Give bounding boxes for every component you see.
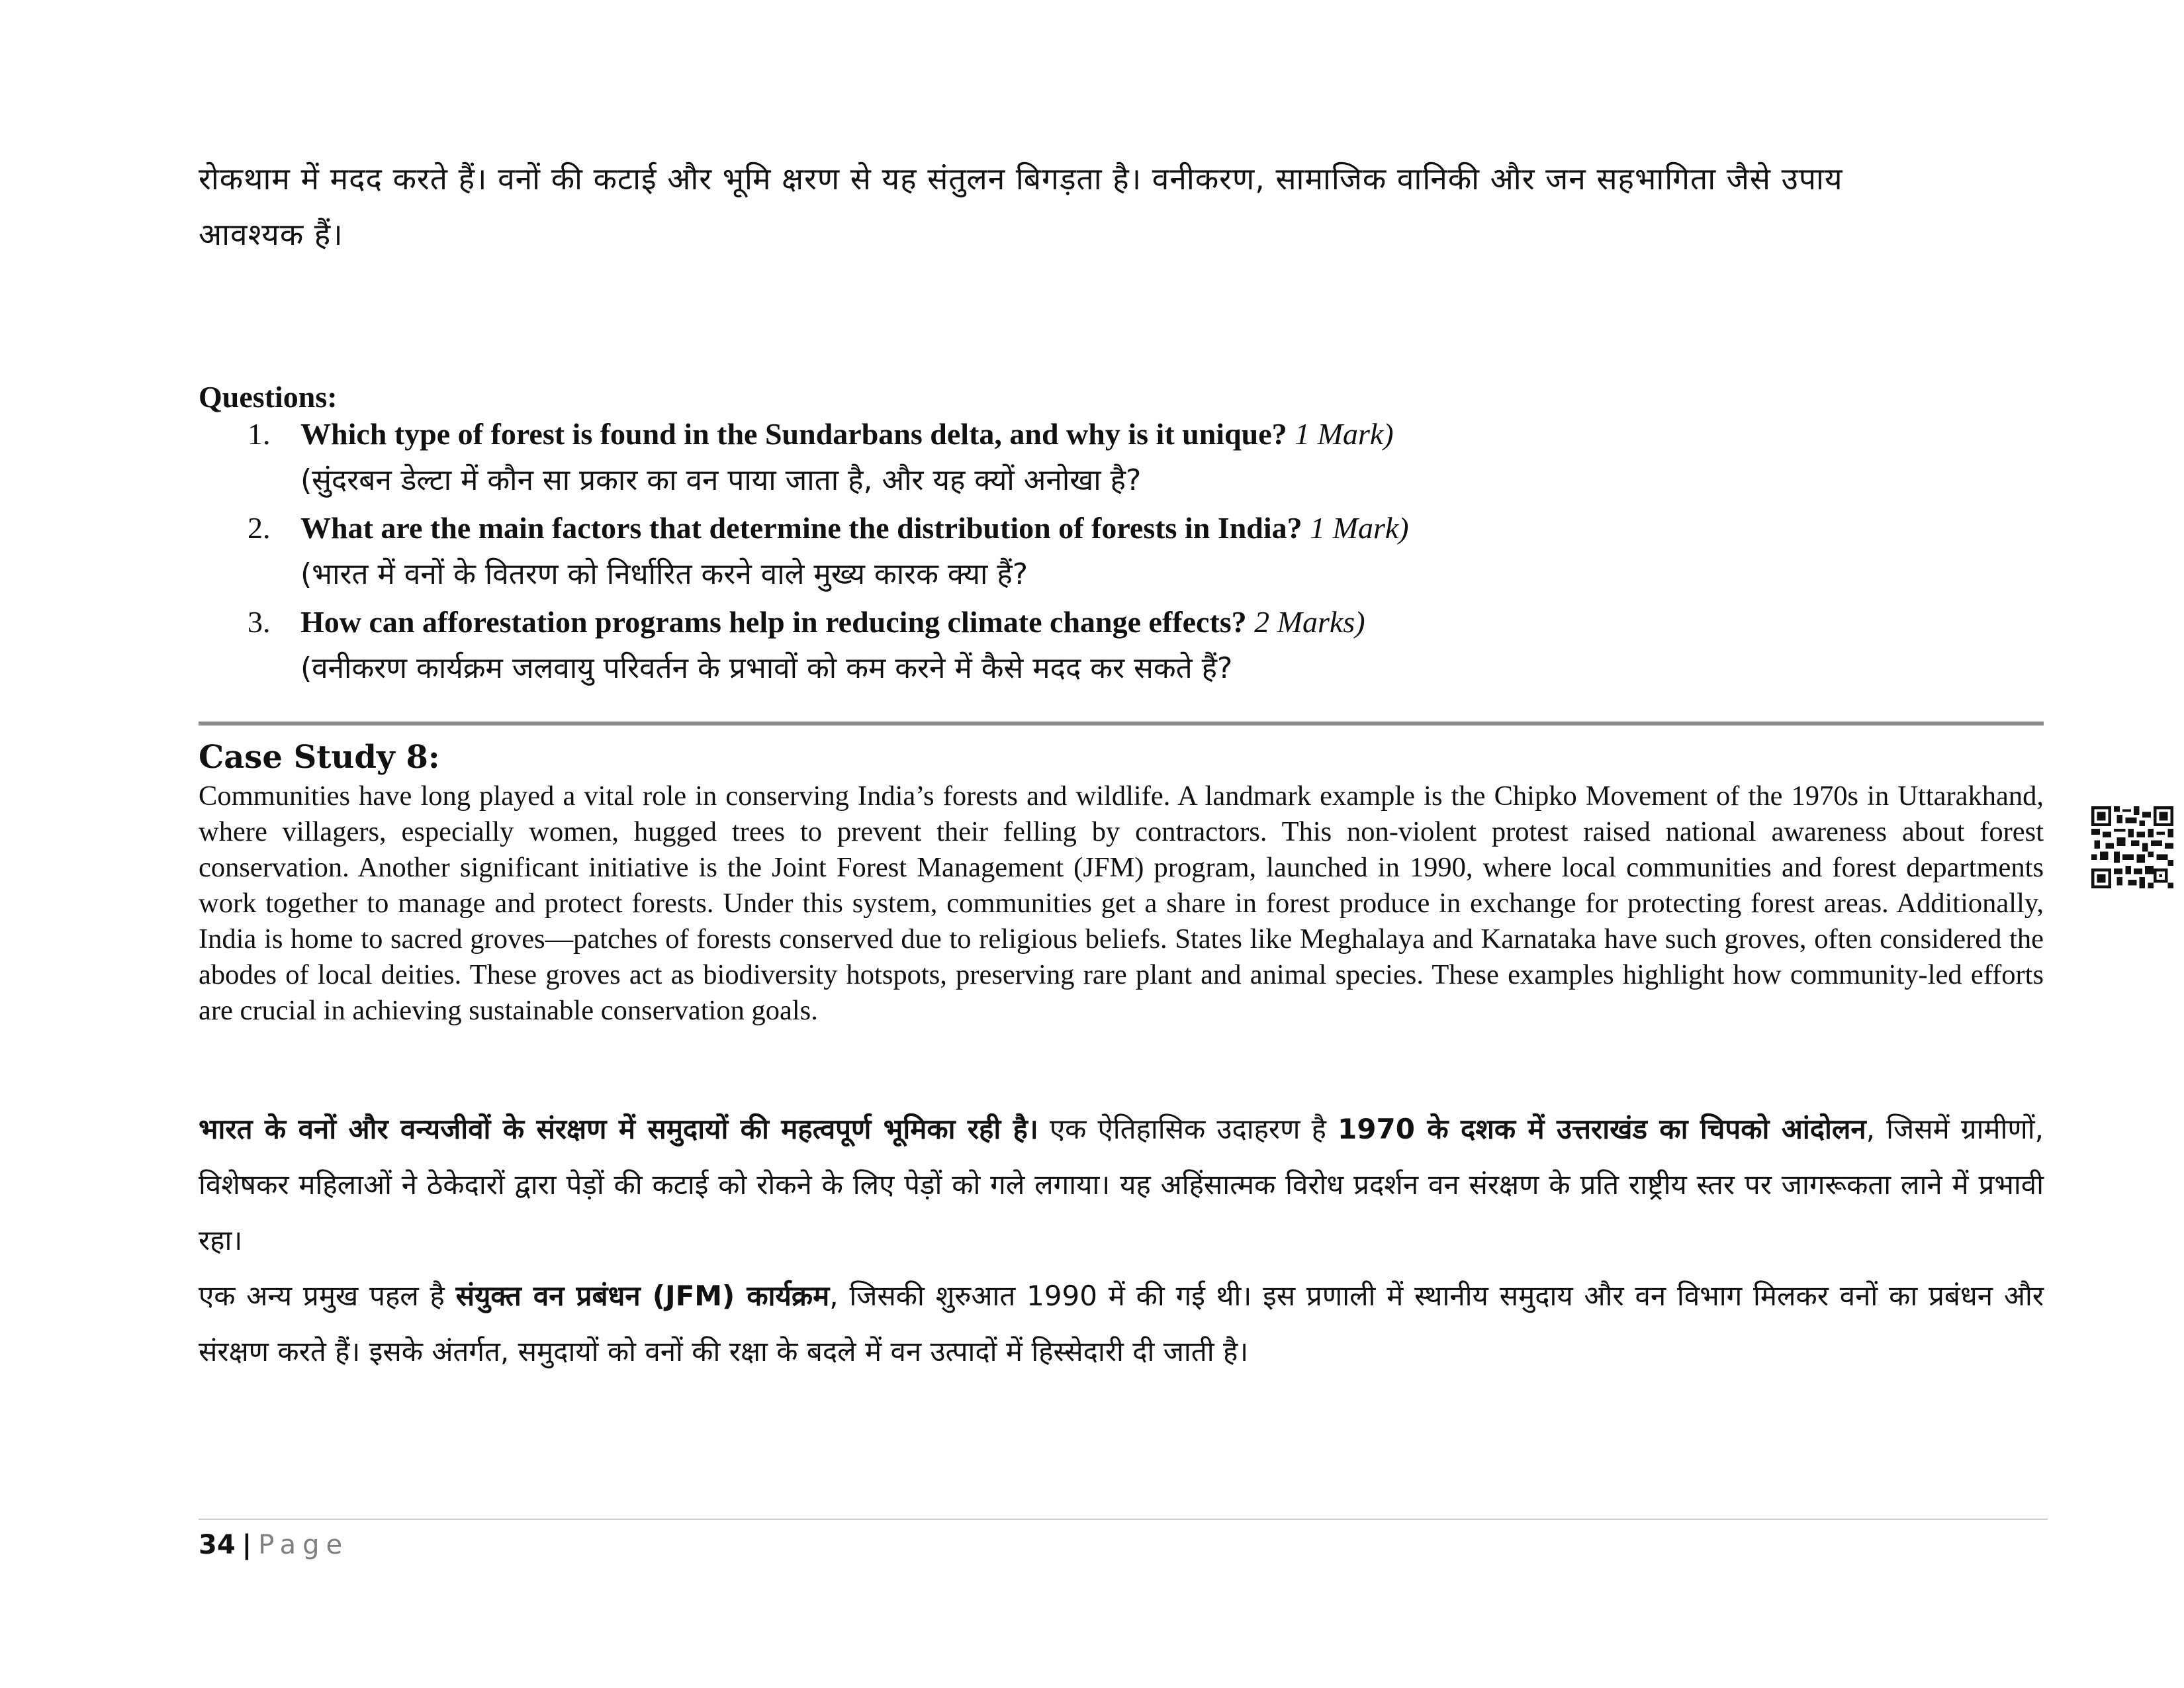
question-number: 1.	[248, 417, 271, 451]
question-hindi: (सुंदरबन डेल्टा में कौन सा प्रकार का वन पाया जाता है, और यह क्यों अनोखा है?	[300, 463, 1142, 497]
question-marks: 1 Mark)	[1310, 511, 1409, 545]
hindi-text: एक ऐतिहासिक उदाहरण है	[1038, 1113, 1338, 1145]
question-hindi: (भारत में वनों के वितरण को निर्धारित करने वाले मुख्य कारक क्या हैं?	[300, 557, 1028, 591]
case-study-title: Case Study 8:	[199, 739, 440, 776]
hindi-paragraph	[199, 1102, 2044, 1268]
question-text: Which type of forest is found in the Sundarbans delta, and why is it unique?	[300, 417, 1287, 451]
continued-hindi-paragraph: रोकथाम में मदद करते हैं। वनों की कटाई और भूमि क्षरण से यह संतुलन बिगड़ता है। वनीकरण, सामाजिक वानिकी और जन सहभागिता जैसे उपाय आवश्यक हैं।	[199, 161, 1843, 252]
hindi-text: , जिसमें ग्रामीणों, विशेषकर महिलाओं ने ठेकेदारों द्वारा पेड़ों की कटाई को रोकने के लिए पेड़ों को गले लगाया। यह अहिंसात्मक विरोध प्रदर्शन वन संरक्षण के प्रति राष्ट्रीय स्तर पर जागरूकता लाने में प्रभावी रहा।	[199, 1113, 2044, 1256]
footer-separator: |	[242, 1530, 252, 1560]
question-number: 3.	[248, 605, 271, 639]
question-text: How can afforestation programs help in reducing climate change effects?	[300, 605, 1247, 639]
question-number: 2.	[248, 511, 271, 545]
hindi-bold-text: संयुक्त वन प्रबंधन (JFM) कार्यक्रम	[455, 1280, 830, 1312]
hindi-paragraph	[199, 1268, 2044, 1380]
question-marks: 1 Mark)	[1295, 417, 1394, 451]
hindi-bold-text: 1970 के दशक में उत्तराखंड का चिपको आंदोलन	[1338, 1113, 1866, 1145]
page-number: 34	[199, 1530, 236, 1560]
questions-heading: Questions:	[199, 380, 338, 414]
question-marks: 2 Marks)	[1254, 605, 1365, 639]
question-hindi: (वनीकरण कार्यक्रम जलवायु परिवर्तन के प्रभावों को कम करने में कैसे मदद कर सकते हैं?	[300, 651, 1233, 685]
section-divider	[199, 722, 2044, 726]
question-item	[248, 412, 1571, 504]
qr-code-icon[interactable]	[2091, 806, 2173, 888]
question-item	[248, 600, 1571, 692]
question-list	[248, 412, 1571, 694]
hindi-translation	[199, 1102, 2044, 1380]
page-footer	[199, 1524, 349, 1566]
case-study-body: Communities have long played a vital role in conserving India’s forests and wildlife. A landmark example is the Chipko Movement of the 1970s in Uttarakhand, where villagers, especially women, hugged trees to prevent their felling by contractors. This non-violent protest raised national awareness about forest conservation. Another significant initiative is the Joint Forest Management (JFM) program, launched in 1990, where local communities and forest departments work together to manage and protect forests. Under this system, communities get a share in forest produce in exchange for protecting forest areas. Additionally, India is home to sacred groves—patches of forests conserved due to religious beliefs. States like Meghalaya and Karnataka have such groves, often considered the abodes of local deities. These groves act as biodiversity hotspots, preserving rare plant and animal species. These examples highlight how community-led efforts are crucial in achieving sustainable conservation goals.	[199, 780, 2044, 1026]
page-label: Page	[258, 1530, 349, 1560]
question-text: What are the main factors that determine the distribution of forests in India?	[300, 511, 1302, 545]
question-item	[248, 506, 1571, 598]
question-english	[300, 412, 1571, 457]
question-english	[300, 600, 1571, 645]
hindi-bold-text: भारत के वनों और वन्यजीवों के संरक्षण में समुदायों की महत्वपूर्ण भूमिका रही है।	[199, 1113, 1038, 1145]
hindi-text: एक अन्य प्रमुख पहल है	[199, 1280, 456, 1312]
footer-divider	[199, 1519, 2048, 1520]
question-english	[300, 506, 1571, 551]
hindi-text: , जिसकी शुरुआत 1990 में की गई थी। इस प्रणाली में स्थानीय समुदाय और वन विभाग मिलकर वनों का प्रबंधन और संरक्षण करते हैं। इसके अंतर्गत, समुदायों को वनों की रक्षा के बदले में वन उत्पादों में हिस्सेदारी दी जाती है।	[199, 1280, 2044, 1368]
